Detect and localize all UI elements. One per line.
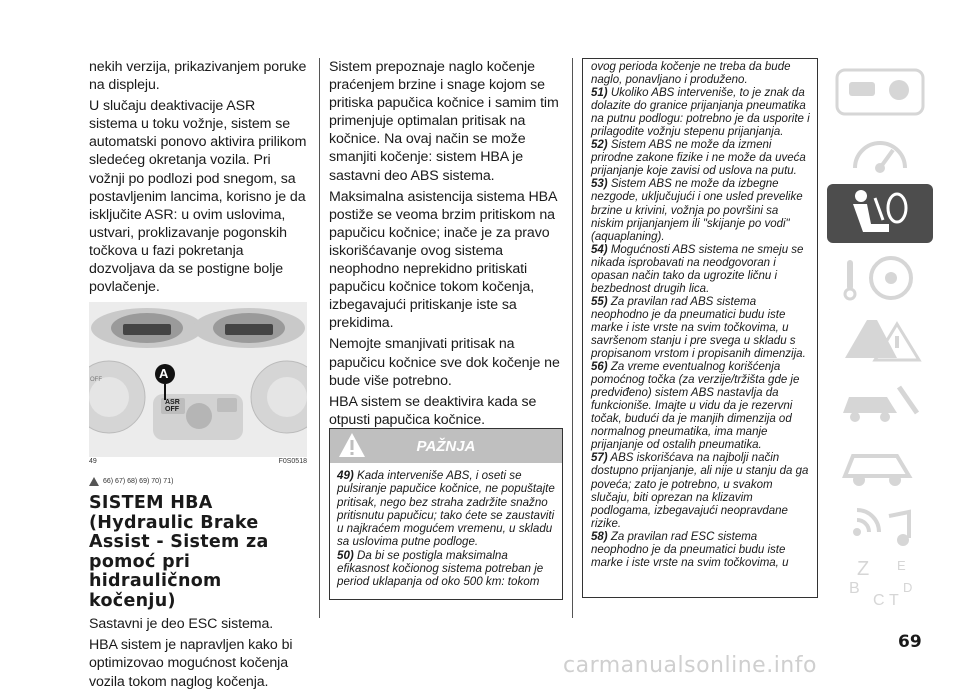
seat-airbag-icon [827,184,933,243]
index-letter: T [889,592,899,609]
paragraph: Sastavni je deo ESC sistema. [89,616,274,633]
note-text: Sistem ABS ne može da izbegne nezgode, uključujući i one usled prevelike brzine u krivini, vožnja po površini sa niskim prijanjanjem ili "skijanje po vodi" (aquaplaning). [591,178,803,243]
note-text: Ukoliko ABS interveniše, to je znak da dolazite do granice prijanjanja pneumatika na putnu podlogu: potrebno je da usporite i prilagodite vožnju stepenu prijanjanja. [591,87,810,139]
reference-list: 66) 67) 68) 69) 70) 71) [103,478,174,486]
warning-title: PAŽNJA [416,438,476,455]
note-text: Mogućnosti ABS sistema ne smeju se nikada isprobavati na neodgovoran i opasan način tako da ugrozite ličnu i bezbednost drugih lica. [591,243,804,295]
note-text: Za pravilan rad ESC sistema neophodno je da pneumatici budu iste marke i iste vrste na svim točkovima, u [591,530,789,569]
note [337,549,556,589]
index-letter: B [849,580,860,597]
figure-number: 49 [89,458,97,466]
note-text: ABS iskorišćava na najbolji način dostupno prijanjanje, ali nije u stanju da ga poveća; zato je potrebno, u svakom slučaju, biti oprezan na klizavim podlogama, izbegavajući neopravdane rizike. [591,452,809,530]
note-text: Da bi se postigla maksimalna efikasnost kočionog sistema potreban je period uklapanja od oko 500 km: tokom [337,548,544,589]
paragraph: U slučaju deaktivacije ASR sistema u toku vožnje, sistem se automatski ponovo aktivira prilikom sledećeg okretanja vozila. Pri vožnji po podlozi pod snegom, sa postavljenim lancima, korisno je da isključite ASR: u ovim uslovima, ustvari, proklizavanje pogonskih točkova u fazi pokretanja dozvoljava da se postigne bolje povlačenje. [89,98,307,296]
notes-continued [583,59,817,570]
chapter-sidebar [827,58,933,622]
note-number: 54) [591,243,608,256]
column-2 [329,58,562,452]
chapter-car-dashboard[interactable] [827,62,933,121]
note [591,296,811,361]
note-number: 57) [591,452,608,465]
note-number: 58) [591,530,608,543]
note [591,244,811,296]
figure-marker: A [159,366,169,382]
paragraph: HBA sistem je napravljen kako bi optimizovao mogućnost kočenja vozila tokom naglog kočenja. [89,637,293,690]
dashboard-photo [89,302,307,457]
chapter-multimedia[interactable] [827,498,933,557]
asr-button-illustration [89,302,307,457]
figure-caption [89,458,307,465]
key-steering-icon [827,248,933,307]
car-dashboard-icon [827,62,933,121]
chapter-starting-driving[interactable] [827,248,933,307]
index-letter: C [873,592,885,609]
column-divider [572,58,573,618]
chapter-emergency[interactable] [827,310,933,369]
button-label-off: OFF [165,406,179,414]
note-text: Kada interveniše ABS, i oseti se pulsiranje papučice kočnice, ne popuštajte pritisak, nego bez straha zadržite snažno pritisnutu papučicu; tako ćete se zaustaviti u najkraćem mogućem vremenu, u skladu sa uslovima putne podloge. [337,469,555,549]
note [591,178,811,243]
note [591,139,811,178]
chapter-technical-data[interactable] [827,436,933,495]
note-number: 56) [591,361,608,374]
note-number: 51) [591,87,608,100]
warning-box [329,428,563,600]
warning-header [330,429,562,463]
note-number: 55) [591,295,608,308]
car-spec-icon [827,436,933,495]
watermark: carmanualsonline.info [563,653,817,678]
column-1 [89,58,307,694]
note [591,531,811,570]
note-text: Za vreme eventualnog korišćenja pomoćnog točka (za verzije/tržišta gde je predviđeno) sistem ABS nastavlja da funkcioniše. Imajte u vidu da je rezervni točak, budući da je manjih dimenzija od normalnog pneumatika, ima manje prijanjanje od ostalih pneumatika. [591,361,800,452]
paragraph: nekih verzija, prikazivanjem poruke na displeju. [89,59,307,94]
warning-notes [330,463,562,589]
note [337,469,556,549]
paragraph: Maksimalna asistencija sistema HBA postiže se veoma brzim pritiskom na papučicu kočnice; inače je za pravo iskorišćavanje ovog sistema neophodno neprekidno pritiskati papučicu kočnice tokom kočenja, izbegavajući pritiskanje iste sa prekidima. [329,188,557,332]
note [591,87,811,139]
paragraph: Sistem prepoznaje naglo kočenje praćenjem brzine i snage kojom se pritiska papučica kočnice i samim tim primenjuje optimalan pritisak na kočnice. Na ovaj način se može smanjiti kočenje: sistem HBA je sastavni deo ABS sistema. [329,59,559,184]
note-text: Za pravilan rad ABS sistema neophodno je da pneumatici budu iste marke i iste vrste na svim točkovima, u savršenom stanju i pre svega u skladu s propisanom vrstom i propisanih dimenzija. [591,295,806,361]
note-number: 52) [591,139,608,152]
warning-triangle-icon [89,477,99,486]
note-intro: ovog perioda kočenje ne treba da bude naglo, ponavljano i produženo. [591,61,791,87]
car-wrench-icon [827,373,933,432]
note [591,361,811,452]
section-heading: SISTEM HBA (Hydraulic Brake Assist - Sistem za pomoć pri hidrauličnom kočenju) [89,493,269,611]
multimedia-icon [827,498,933,557]
notes-box [582,58,818,598]
button-label-asr: ASR [165,399,180,407]
note-number: 49) [337,469,354,482]
note-text: Sistem ABS ne može da izmeni prirodne zakone fizike i ne može da uveća prijanjanje koje zavisi od uslova na putu. [591,139,806,178]
paragraph: Nemojte smanjivati pritisak na papučicu kočnice sve dok kočenje ne bude više potrebno. [329,336,560,389]
chapter-speedometer[interactable] [827,124,933,183]
chapter-index[interactable] [827,558,933,617]
warning-references [89,477,307,486]
page-number: 69 [898,632,922,652]
note-number: 50) [337,548,354,562]
note [591,452,811,530]
figure-code: F0S0518 [278,458,307,466]
knob-label-off: OFF [90,377,102,384]
note-number: 53) [591,178,608,191]
column-divider [319,58,320,618]
speedometer-icon [827,124,933,183]
index-letter: D [903,580,913,595]
chapter-maintenance[interactable] [827,373,933,432]
paragraph: HBA sistem se deaktivira kada se otpusti papučica kočnice. [329,393,537,428]
index-letter: E [897,558,906,573]
chapter-safety[interactable] [827,184,933,243]
index-letter: Z [857,558,870,580]
road-warning-icon [827,310,933,369]
